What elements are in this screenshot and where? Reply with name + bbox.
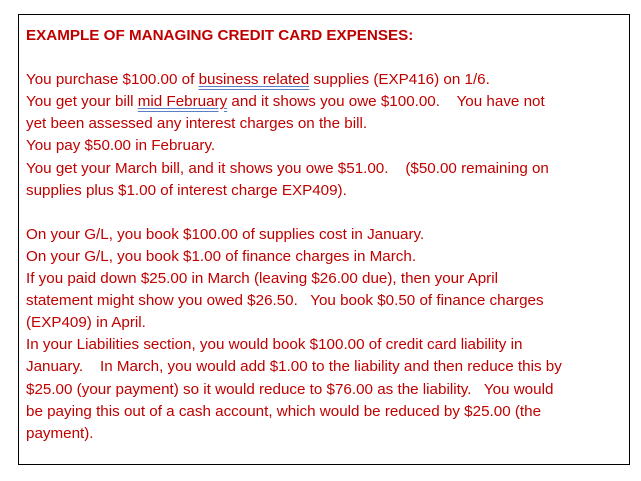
underlined-phrase: business related [198, 71, 310, 89]
spacer [26, 47, 622, 69]
paragraph-gl [26, 224, 622, 445]
text-line: If you paid down $25.00 in March (leaving $26.00 due), then your April [26, 270, 498, 288]
text-line: On your G/L, you book $100.00 of supplies cost in January. [26, 225, 425, 243]
text-line: On your G/L, you book $1.00 of finance charges in March. [26, 247, 417, 265]
text-line: (EXP409) in April. [26, 314, 146, 332]
text-line: payment). [26, 424, 94, 442]
text-line: You get your March bill, and it shows you owe $51.00. ($50.00 remaining on [26, 159, 549, 177]
text-segment: You get your bill [26, 93, 138, 111]
text-segment: and it shows you owe $100.00. You have not [227, 93, 545, 111]
text-line: You pay $50.00 in February. [26, 137, 216, 155]
text-line: In your Liabilities section, you would book $100.00 of credit card liability in [26, 336, 523, 354]
text-line: $25.00 (your payment) so it would reduce to $76.00 as the liability. You would [26, 380, 554, 398]
text-line: be paying this out of a cash account, which would be reduced by $25.00 (the [26, 402, 542, 420]
paragraph-purchase [26, 69, 622, 202]
text-line: January. In March, you would add $1.00 to the liability and then reduce this by [26, 358, 562, 376]
text-line: supplies plus $1.00 of interest charge EXP409). [26, 181, 347, 199]
spacer [26, 202, 622, 224]
text-line: yet been assessed any interest charges on the bill. [26, 115, 368, 133]
underlined-phrase: mid February [137, 93, 228, 111]
text-line: statement might show you owed $26.50. You book $0.50 of finance charges [26, 292, 544, 310]
document-title: EXAMPLE OF MANAGING CREDIT CARD EXPENSES: [26, 27, 414, 44]
document-box [18, 14, 630, 465]
text-segment: You purchase $100.00 of [26, 71, 199, 89]
text-segment: supplies (EXP416) on 1/6. [309, 71, 490, 89]
text-line [26, 91, 622, 113]
text-line [26, 69, 622, 91]
